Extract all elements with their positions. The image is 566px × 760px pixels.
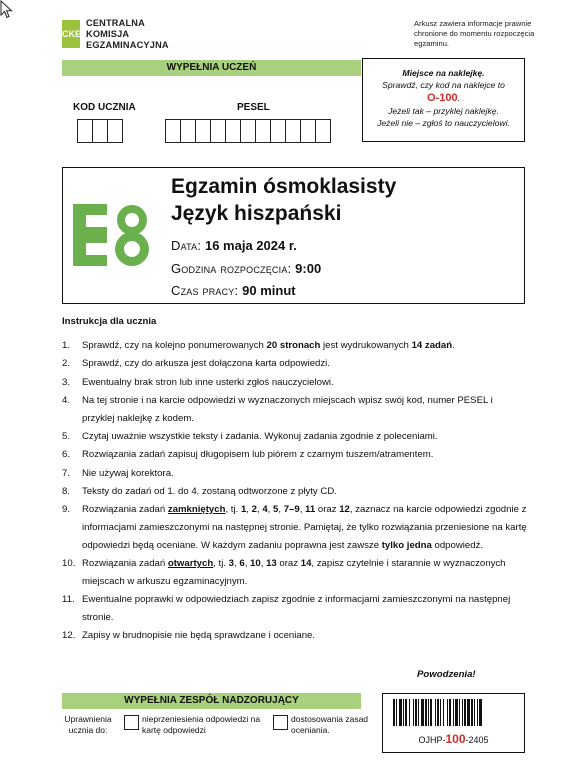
pesel-digit-box[interactable]: [195, 119, 211, 143]
rights-label: Uprawnienia ucznia do:: [64, 714, 112, 735]
instruction-text: ,: [244, 558, 251, 570]
barcode-bar: [464, 699, 466, 726]
cke-logo-text: [86, 18, 169, 51]
instruction-text: Teksty do zadań od 1. do 4. zostaną odtworzone z płyty CD.: [82, 485, 337, 497]
instruction-number: 11.: [62, 594, 75, 606]
instruction-text: ,: [260, 558, 267, 570]
barcode-bar: [415, 699, 417, 726]
instruction-text: otwartych: [167, 558, 214, 570]
instruction-text: 4: [262, 504, 268, 516]
instruction-text: , zapisz czytelnie i starannie w wyznaczonych miejscach w arkuszu egzaminacyjnym.: [82, 558, 506, 587]
instruction-item: [62, 392, 527, 428]
instruction-number: 12.: [62, 630, 76, 642]
instruction-text: 12: [339, 504, 350, 516]
date-label: Data:: [171, 238, 205, 253]
barcode-bar: [449, 699, 451, 726]
barcode-bar: [393, 699, 395, 726]
barcode-bar: [418, 699, 419, 726]
date-value: 16 maja 2024 r.: [204, 238, 297, 253]
logo-line: EGZAMINACYJNA: [86, 40, 169, 50]
cke-logo: [62, 18, 172, 52]
pesel-boxes[interactable]: [165, 119, 330, 143]
instruction-text: 13: [266, 558, 277, 570]
cke-logo-mark: CKE: [62, 20, 80, 48]
instruction-text: Zapisy w brudnopisie nie będą sprawdzane i oceniane.: [82, 630, 316, 642]
instruction-text: .: [452, 340, 455, 351]
barcode-bar: [474, 699, 475, 726]
pesel-digit-box[interactable]: [225, 119, 241, 143]
instruction-text: ,: [256, 504, 263, 516]
barcode-bar: [413, 699, 414, 726]
duration-value: 90 minut: [242, 283, 296, 298]
pesel-digit-box[interactable]: [300, 119, 316, 143]
barcode-bar: [477, 699, 478, 726]
barcode-bar: [471, 699, 473, 726]
exam-subject: Język hiszpański: [171, 202, 342, 225]
instruction-number: 4.: [62, 394, 71, 406]
instruction-text: Ewentualny brak stron lub inne usterki zgłoś nauczycielowi.: [82, 376, 334, 388]
instruction-text: tylko jedna: [381, 539, 432, 551]
instruction-text: 14: [300, 558, 312, 570]
adjusted-grading-label: dostosowania zasad oceniania.: [291, 714, 369, 735]
barcode-bar: [453, 699, 454, 726]
instruction-text: Sprawdź, czy na kolejno ponumerowanych: [82, 340, 267, 351]
instruction-item: [62, 446, 527, 464]
instruction-item: [62, 591, 527, 627]
instruction-text: Rozwiązania zadań zapisuj długopisem lub piórem z czarnym tuszem/atramentem.: [82, 449, 434, 461]
instruction-text: 10: [250, 558, 261, 570]
barcode-bar: [447, 699, 448, 726]
instruction-text: , tj.: [213, 558, 229, 570]
instruction-number: 8.: [62, 485, 71, 497]
instruction-number: 6.: [62, 449, 71, 461]
barcode-bar: [430, 699, 432, 726]
instruction-text: 7–9: [283, 504, 300, 516]
instructions-heading: Instrukcja dla ucznia: [62, 316, 157, 327]
barcode-bar: [455, 699, 458, 726]
instructions-list: [62, 337, 527, 645]
instruction-number: 5.: [62, 430, 71, 442]
pesel-digit-box[interactable]: [315, 119, 331, 143]
barcode-bar: [467, 699, 470, 726]
mouse-cursor-icon: [0, 0, 14, 20]
duration-label: Czas pracy:: [171, 283, 243, 298]
instruction-text: Czytaj uważnie wszystkie teksty i zadania. Wykonuj zadania zgodnie z poleceniami.: [82, 430, 438, 442]
barcode-bar: [479, 699, 482, 726]
exam-date: [171, 238, 297, 253]
instruction-item: [62, 555, 527, 591]
barcode-box: [382, 693, 525, 753]
instruction-text: jest wydrukowanych: [320, 340, 412, 351]
confidentiality-notice: Arkusz zawiera informacje prawnie chronione do momentu rozpoczęcia egzaminu.: [414, 19, 535, 48]
pesel-digit-box[interactable]: [210, 119, 226, 143]
barcode-bar: [440, 699, 441, 726]
instruction-text: Sprawdź, czy do arkusza jest dołączona karta odpowiedzi.: [82, 358, 330, 370]
barcode-bar: [396, 699, 397, 726]
code-digit-box[interactable]: [107, 119, 123, 143]
barcode-bar: [435, 699, 436, 726]
instruction-text: , zaznacz na karcie odpowiedzi zgodnie z informacjami zamieszczonymi na następnej stronie. Pamiętaj, że tylko rozwiązania przeniesione na kartę odpowiedzi będą oceniane. W każdym zadaniu poprawna jest zawsze: [82, 504, 527, 551]
barcode-icon: [393, 699, 515, 726]
barcode-bar: [459, 699, 460, 726]
instruction-text: Rozwiązania zadań: [82, 504, 168, 516]
code-digit-box[interactable]: [92, 119, 108, 143]
instruction-text: 11: [305, 504, 316, 516]
barcode-bar: [403, 699, 404, 726]
exam-duration: [171, 283, 296, 298]
logo-line: KOMISJA: [86, 29, 130, 39]
instruction-text: oraz: [276, 558, 301, 570]
instruction-text: oraz: [315, 504, 340, 516]
instruction-text: ,: [234, 558, 240, 570]
exam-title-box: [62, 167, 525, 304]
instruction-text: 14 zadań: [411, 340, 453, 351]
instruction-text: Rozwiązania zadań: [82, 558, 168, 570]
instruction-text: Ewentualne poprawki w odpowiedziach zapisz zgodnie z informacjami zamieszczonymi na następnej stronie.: [82, 594, 511, 623]
student-code-label: KOD UCZNIA: [73, 102, 136, 113]
barcode-bar: [462, 699, 463, 726]
instruction-text: zamkniętych: [167, 504, 226, 516]
pesel-digit-box[interactable]: [180, 119, 196, 143]
pesel-digit-box[interactable]: [270, 119, 286, 143]
barcode-bar: [428, 699, 429, 726]
instruction-number: 1.: [62, 340, 71, 351]
instruction-text: Nie używaj korektora.: [82, 467, 174, 479]
closing-text: Powodzenia!: [417, 669, 476, 680]
sheet-code: [383, 732, 524, 746]
instruction-text: ,: [267, 504, 273, 516]
barcode-bar: [399, 699, 402, 726]
instruction-item: [62, 501, 527, 554]
instruction-text: odpowiedź.: [431, 539, 484, 551]
instruction-number: 9.: [62, 504, 71, 516]
barcode-bar: [409, 699, 410, 726]
barcode-bar: [405, 699, 407, 726]
no-transfer-checkbox[interactable]: [124, 715, 139, 730]
barcode-bar: [425, 699, 427, 726]
barcode-bar: [443, 699, 444, 726]
instruction-item: [62, 465, 527, 483]
pesel-label: PESEL: [237, 102, 270, 113]
instruction-item: [62, 483, 527, 501]
start-time-value: 9:00: [295, 261, 322, 276]
supervisor-section-bar: WYPEŁNIA ZESPÓŁ NADZORUJĄCY: [62, 693, 361, 709]
pesel-digit-box[interactable]: [240, 119, 256, 143]
pesel-digit-box[interactable]: [285, 119, 301, 143]
instruction-number: 2.: [62, 358, 71, 370]
instruction-text: 6: [239, 558, 245, 570]
sticker-code: O-100: [427, 92, 458, 104]
instruction-item: [62, 627, 527, 645]
barcode-bar: [421, 699, 424, 726]
instruction-item: [62, 374, 527, 392]
instruction-number: 7.: [62, 467, 71, 479]
code-digit-box[interactable]: [77, 119, 93, 143]
no-transfer-label: nieprzeniesienia odpowiedzi na kartę odpowiedzi: [142, 714, 261, 735]
sheet-code-number: 100: [445, 732, 466, 746]
exam-start-time: [171, 261, 321, 276]
instruction-text: ,: [246, 504, 252, 516]
instruction-text: 5: [273, 504, 279, 516]
instruction-text: 2: [251, 504, 257, 516]
instruction-text: ,: [278, 504, 284, 516]
pesel-digit-box[interactable]: [165, 119, 181, 143]
sticker-code-suffix: .: [457, 93, 460, 103]
instruction-item: [62, 355, 527, 373]
e8-logo-icon: [73, 204, 155, 266]
sticker-heading: Miejsce na naklejkę.: [402, 68, 485, 78]
instruction-text: ,: [299, 504, 306, 516]
instruction-text: Na tej stronie i na karcie odpowiedzi w wyznaczonych miejscach wpisz swój kod, numer PESEL i przyklej naklejkę z kodem.: [82, 394, 493, 424]
adjusted-grading-checkbox[interactable]: [273, 715, 288, 730]
sticker-check-text: Sprawdź, czy kod na naklejce to: [382, 80, 505, 90]
instruction-text: 20 stronach: [266, 340, 321, 351]
instruction-text: 3: [228, 558, 235, 570]
instruction-item: [62, 337, 527, 355]
sticker-area[interactable]: [362, 58, 525, 142]
student-code-boxes[interactable]: [77, 119, 122, 143]
sheet-code-prefix: OJHP-: [418, 735, 446, 745]
exam-title: Egzamin ósmoklasisty: [171, 175, 397, 198]
instruction-item: [62, 428, 527, 446]
instruction-number: 3.: [62, 376, 71, 388]
instruction-number: 10.: [62, 558, 76, 570]
instruction-text: 1: [240, 504, 247, 516]
instruction-text: , tj.: [225, 504, 241, 516]
sticker-no-text: Jeżeli nie – zgłoś to nauczycielowi.: [377, 118, 510, 128]
student-section-bar: WYPEŁNIA UCZEŃ: [62, 60, 361, 76]
start-time-label: Godzina rozpoczęcia:: [171, 261, 296, 276]
logo-line: CENTRALNA: [86, 18, 145, 28]
sticker-yes-text: Jeżeli tak – przyklej naklejkę.: [388, 106, 499, 116]
pesel-digit-box[interactable]: [255, 119, 271, 143]
sheet-code-suffix: -2405: [465, 735, 489, 745]
barcode-bar: [437, 699, 439, 726]
